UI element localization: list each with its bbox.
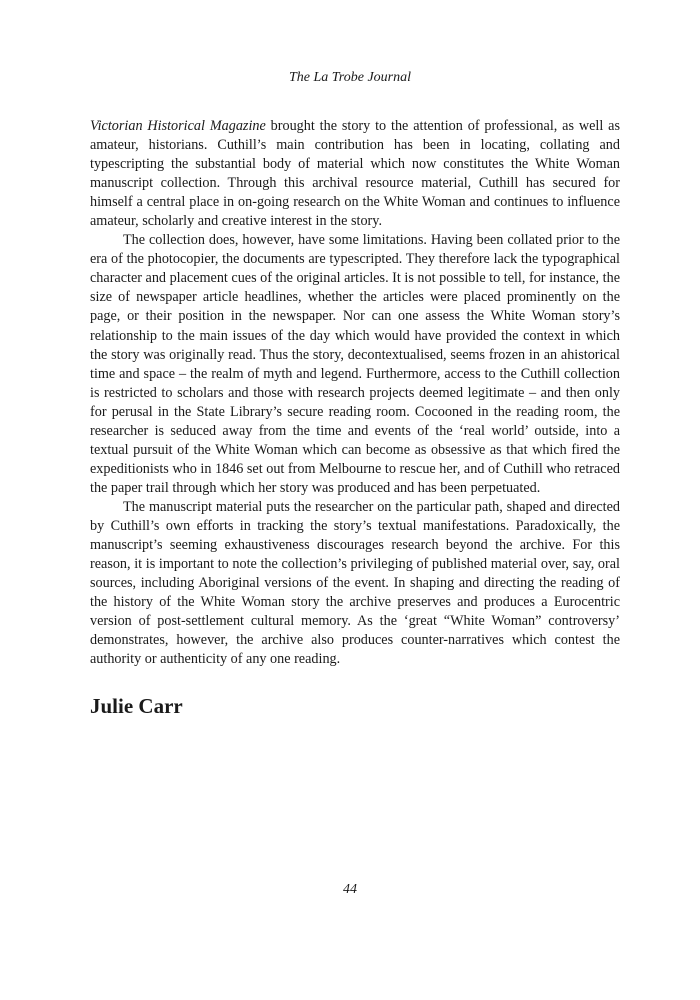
- article-body: [90, 117, 620, 669]
- author-name: Julie Carr: [90, 694, 183, 718]
- page-number: 44: [343, 882, 357, 897]
- paragraph-1: [90, 117, 620, 231]
- paragraph-3: The manuscript material puts the researcher on the particular path, shaped and directed by Cuthill’s own efforts in tracking the story’s textual manifestations. Paradoxically, the manuscript’s seeming exhaustiveness discourages research beyond the archive. For this reason, it is important to note the collection’s privileging of published material over, say, oral sources, including Aboriginal versions of the event. In shaping and directing the reading of the history of the White Woman story the archive preserves and produces a Eurocentric version of post-settlement cultural memory. As the ‘great “White Woman” controversy’ demonstrates, however, the archive also produces counter-narratives which contest the authority or authenticity of any one reading.: [90, 498, 620, 668]
- running-header: The La Trobe Journal: [289, 70, 411, 85]
- italic-journal-title: Victorian Historical Magazine: [90, 118, 266, 134]
- paragraph-2: The collection does, however, have some limitations. Having been collated prior to the era of the photocopier, the documents are typescripted. They therefore lack the typographical character and placement cues of the original articles. It is not possible to tell, for instance, the size of newspaper article headlines, whether the articles were placed prominently on the page, or their position in the newspaper. Nor can one assess the White Woman story’s relationship to the main issues of the day which would have provided the context in which the story was originally read. Thus the story, decontextualised, seems frozen in an ahistorical time and space – the realm of myth and legend. Furthermore, access to the Cuthill collection is restricted to scholars and those with research projects deemed legitimate – and then only for perusal in the State Library’s secure reading room. Cocooned in the reading room, the researcher is seduced away from the time and events of the ‘real world’ outside, into a textual pursuit of the White Woman which can become as obsessive as that which fired the expeditionists who in 1846 set out from Melbourne to rescue her, and of Cuthill who retraced the paper trail through which her story was produced and has been perpetuated.: [90, 232, 620, 496]
- paragraph-1-text: brought the story to the attention of professional, as well as amateur, historians. Cuthill’s main contribution has been in locating, collating and typescripting the substantial body of material which now constitutes the White Woman manuscript collection. Through this archival resource material, Cuthill has secured for himself a central place in on-going research on the White Woman and continues to influence amateur, scholarly and creative interest in the story.: [90, 118, 620, 230]
